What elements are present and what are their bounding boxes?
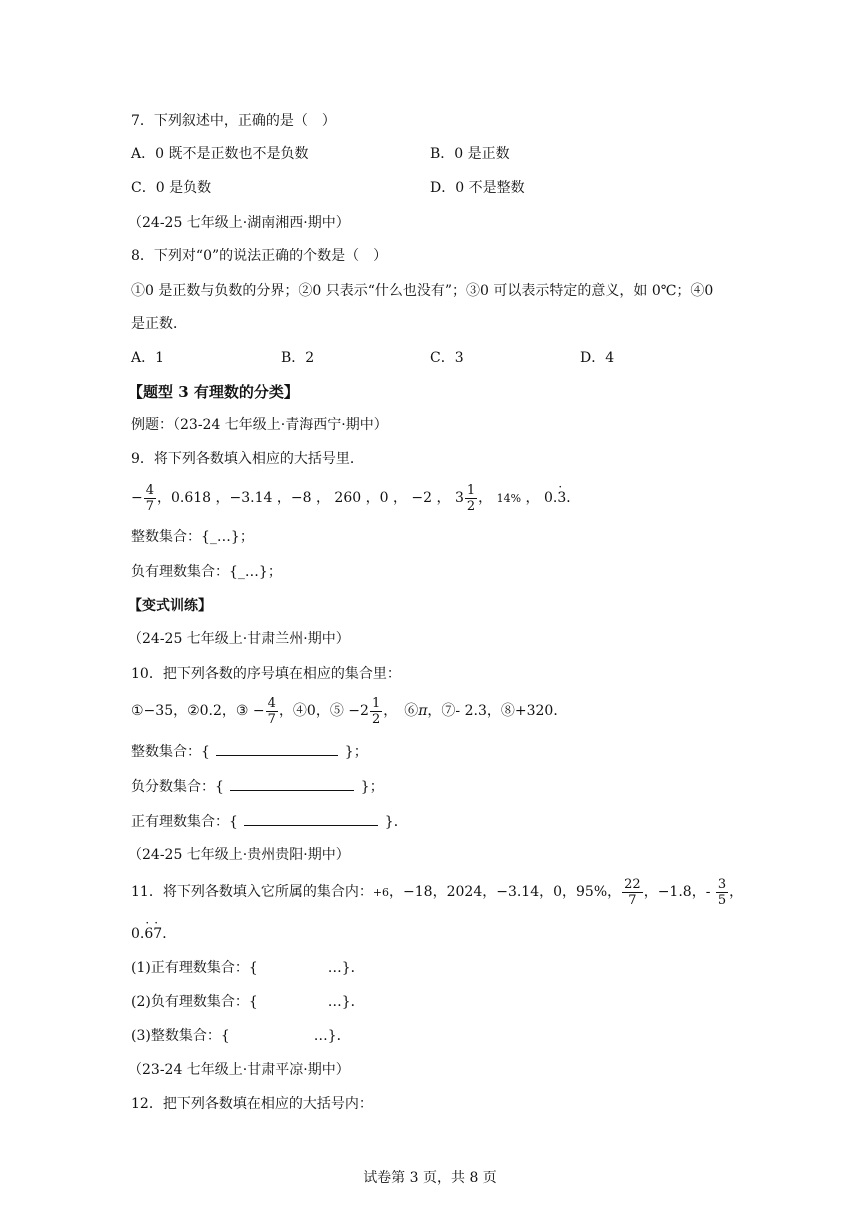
q12-stem: 12．把下列各数填在相应的大括号内： bbox=[131, 1096, 373, 1112]
q7-stem: 7．下列叙述中，正确的是（ ） bbox=[131, 113, 336, 129]
fraction-denominator: 2 bbox=[466, 498, 476, 514]
repeating-digit: · 7 bbox=[153, 924, 162, 944]
q11-stem: 11．将下列各数填入它所属的集合内： bbox=[131, 884, 373, 900]
set-close: }； bbox=[340, 744, 368, 760]
set-label: 负分数集合：{ bbox=[131, 779, 229, 795]
fraction-numerator: 3 bbox=[717, 876, 727, 892]
q9-number-list bbox=[131, 482, 580, 515]
fraction-numerator: 4 bbox=[145, 482, 155, 498]
source-gansu-lanzhou: （24-25 七年级上·甘肃兰州·期中） bbox=[128, 631, 350, 647]
q7-option-d: D．0 不是整数 bbox=[430, 180, 525, 196]
fraction-denominator: 7 bbox=[267, 711, 276, 727]
source-hunan: （24-25 七年级上·湖南湘西·期中） bbox=[128, 215, 350, 231]
q11-number-sequence: ，−18，2024，−3.14，0，95%， bbox=[389, 884, 622, 900]
period: ． bbox=[566, 490, 581, 506]
fraction-four-sevenths bbox=[266, 696, 278, 727]
q9-integer-set: 整数集合：{_…}； bbox=[131, 529, 254, 545]
fraction-denominator: 7 bbox=[145, 498, 155, 514]
q10-items-4-5: ，④0，⑤ bbox=[278, 703, 349, 719]
fraction-denominator: 5 bbox=[717, 892, 727, 908]
q8-option-d: D．4 bbox=[580, 350, 615, 366]
answer-blank[interactable] bbox=[216, 741, 338, 756]
repeating-decimal bbox=[544, 490, 566, 506]
negative-sign: - bbox=[705, 884, 711, 900]
period: ． bbox=[162, 926, 177, 942]
decimal-prefix: 0. bbox=[131, 926, 145, 942]
section-heading-type3: 【题型 3 有理数的分类】 bbox=[128, 383, 299, 401]
fraction-22-sevenths bbox=[622, 877, 643, 908]
q10-negative-fraction-set bbox=[131, 776, 384, 797]
q9-stem: 9．将下列各数填入相应的大括号里． bbox=[131, 451, 364, 467]
set-close: }． bbox=[380, 814, 408, 830]
mixed-whole: −2 bbox=[348, 703, 369, 719]
q7-option-c: C．0 是负数 bbox=[131, 180, 212, 196]
repeating-digit: · 6 bbox=[144, 924, 153, 944]
q8-statement-line2: 是正数． bbox=[131, 316, 187, 332]
set-label: 正有理数集合：{ bbox=[131, 814, 243, 830]
set-close: }； bbox=[356, 779, 384, 795]
q11-stem-line bbox=[131, 874, 743, 911]
repeating-digit: · 3 bbox=[557, 482, 566, 514]
fraction-numerator: 1 bbox=[371, 695, 381, 711]
fraction-three-fifths bbox=[716, 877, 728, 908]
negative-sign: − bbox=[131, 490, 143, 506]
fraction-denominator: 7 bbox=[628, 892, 637, 908]
set-label: 整数集合：{ bbox=[131, 744, 215, 760]
source-guizhou: （24-25 七年级上·贵州贵阳·期中） bbox=[128, 847, 350, 863]
separator: ， bbox=[525, 490, 540, 506]
q10-integer-set bbox=[131, 741, 368, 762]
q7-option-a: A．0 既不是正数也不是负数 bbox=[131, 146, 309, 162]
page-footer: 试卷第 3 页，共 8 页 bbox=[363, 1170, 497, 1186]
q9-negative-rational-set: 负有理数集合：{_…}； bbox=[131, 564, 282, 580]
percent-value: 14% bbox=[496, 492, 522, 505]
q10-items-7-8: ，⑦- 2.3，⑧+320． bbox=[427, 703, 568, 719]
q11-negative-rational-set: (2)负有理数集合：{ …}． bbox=[131, 994, 365, 1010]
answer-blank[interactable] bbox=[244, 811, 378, 826]
q11-positive-rational-set: (1)正有理数集合：{ …}． bbox=[131, 960, 365, 976]
q10-items-1-3: ①−35，②0.2，③ bbox=[131, 703, 253, 719]
q8-option-b: B．2 bbox=[281, 350, 315, 366]
negative-sign: − bbox=[252, 703, 265, 719]
fraction-numerator: 22 bbox=[624, 876, 641, 892]
fraction-numerator: 4 bbox=[267, 695, 276, 711]
q11-integer-set: (3)整数集合：{ …}． bbox=[131, 1028, 351, 1044]
source-gansu-pingliang: （23-24 七年级上·甘肃平凉·期中） bbox=[128, 1062, 350, 1078]
q10-number-list bbox=[131, 695, 567, 727]
q9-number-sequence: ，0.618 ，−3.14 ，−8 ， 260 ，0 ， −2 ， bbox=[157, 490, 451, 506]
q8-option-a: A．1 bbox=[131, 350, 165, 366]
pi-symbol: π bbox=[418, 703, 428, 719]
q7-option-b: B．0 是正数 bbox=[430, 146, 510, 162]
variant-heading: 【变式训练】 bbox=[128, 598, 212, 614]
plus-six: +6 bbox=[372, 886, 390, 899]
mixed-whole: 3 bbox=[454, 490, 464, 506]
q8-option-c: C．3 bbox=[430, 350, 464, 366]
q10-stem: 10．把下列各数的序号填在相应的集合里： bbox=[131, 666, 401, 682]
mixed-number-three-half bbox=[455, 482, 478, 514]
separator: ， bbox=[478, 490, 493, 506]
q11-number-sequence-2: ，−1.8， bbox=[643, 884, 706, 900]
q10-items-6: ， ⑥ bbox=[383, 703, 419, 719]
decimal-prefix: 0. bbox=[543, 490, 558, 506]
fraction-numerator: 1 bbox=[466, 482, 476, 498]
fraction-four-sevenths bbox=[144, 483, 156, 514]
q8-statement-line1: ①0 是正数与负数的分界；②0 只表示“什么也没有”；③0 可以表示特定的意义，如 0℃；④0 bbox=[131, 283, 714, 299]
separator: ， bbox=[729, 884, 744, 900]
answer-blank[interactable] bbox=[230, 776, 354, 791]
fraction-denominator: 2 bbox=[371, 711, 381, 727]
example-source: 例题：（23-24 七年级上·青海西宁·期中） bbox=[131, 417, 388, 433]
mixed-number-neg-two-half bbox=[348, 695, 383, 727]
q8-stem: 8．下列对“0”的说法正确的个数是（ ） bbox=[131, 248, 388, 264]
q10-positive-rational-set bbox=[131, 811, 408, 832]
q11-repeating-decimal bbox=[131, 924, 176, 944]
